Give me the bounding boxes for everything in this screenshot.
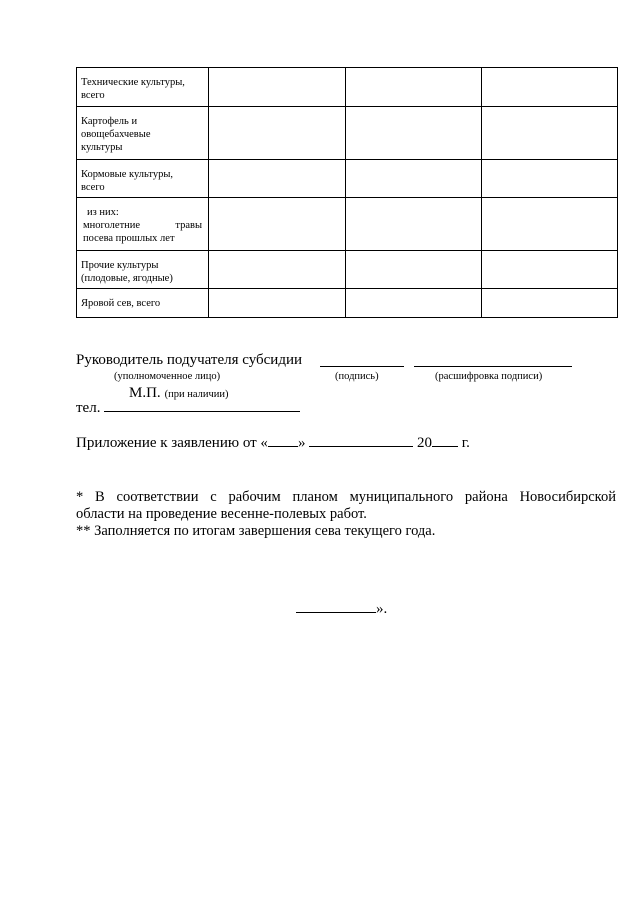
phone-line[interactable] xyxy=(104,411,300,412)
value-cell[interactable] xyxy=(482,289,618,318)
row-label-line: (плодовые, ягодные) xyxy=(81,273,173,284)
value-cell[interactable] xyxy=(209,251,346,289)
row-label xyxy=(77,251,209,289)
row-label xyxy=(77,198,209,251)
appendix-suffix: г. xyxy=(461,435,470,451)
row-label-line: Картофель и xyxy=(81,116,138,127)
row-label-line: многолетние травы xyxy=(83,220,202,231)
row-label xyxy=(77,160,209,198)
value-cell[interactable] xyxy=(209,160,346,198)
row-label xyxy=(77,107,209,160)
table-row xyxy=(77,289,618,318)
closing-suffix: ». xyxy=(376,601,388,617)
value-cell[interactable] xyxy=(346,289,482,318)
value-cell[interactable] xyxy=(346,160,482,198)
note-2: ** Заполняется по итогам завершения сева текущего года. xyxy=(76,523,436,539)
row-label-line: овощебахчевые xyxy=(81,129,151,140)
table-row xyxy=(77,251,618,289)
value-cell[interactable] xyxy=(482,160,618,198)
value-cell[interactable] xyxy=(482,198,618,251)
row-label-line: Кормовые культуры, xyxy=(81,169,174,180)
table-row xyxy=(77,107,618,160)
note-1-line-2: области на проведение весенне-полевых работ. xyxy=(76,506,367,522)
row-label-line: культуры xyxy=(81,142,123,153)
value-cell[interactable] xyxy=(482,107,618,160)
phone-label: тел. xyxy=(76,400,101,416)
value-cell[interactable] xyxy=(209,289,346,318)
year-line[interactable] xyxy=(432,446,458,447)
stamp-note: (при наличии) xyxy=(164,389,229,400)
row-label xyxy=(77,68,209,107)
row-label-line: всего xyxy=(81,182,105,193)
value-cell[interactable] xyxy=(346,198,482,251)
table-row xyxy=(77,160,618,198)
authorized-person-caption: (уполномоченное лицо) xyxy=(114,371,221,382)
note-1-line-1: * В соответствии с рабочим планом муниципального района Новосибирской xyxy=(76,489,616,505)
year-prefix: 20 xyxy=(416,435,432,451)
value-cell[interactable] xyxy=(346,68,482,107)
signature-line[interactable] xyxy=(320,366,404,367)
row-label xyxy=(77,289,209,318)
value-cell[interactable] xyxy=(346,107,482,160)
row-label-line: Яровой сев, всего xyxy=(81,298,161,309)
appendix-prefix: Приложение к заявлению от « xyxy=(76,435,268,451)
value-cell[interactable] xyxy=(209,68,346,107)
value-cell[interactable] xyxy=(482,68,618,107)
crops-table xyxy=(76,67,618,318)
signature-caption: (подпись) xyxy=(335,371,379,382)
day-line[interactable] xyxy=(268,446,298,447)
appendix-row xyxy=(76,435,470,452)
value-cell[interactable] xyxy=(209,198,346,251)
decoding-caption: (расшифровка подписи) xyxy=(435,371,543,382)
row-label-line: всего xyxy=(81,90,105,101)
phone-row xyxy=(76,400,300,417)
table-row xyxy=(77,198,618,251)
value-cell[interactable] xyxy=(209,107,346,160)
decoding-line[interactable] xyxy=(414,366,572,367)
appendix-middle: » xyxy=(297,435,306,451)
row-label-line: из них: xyxy=(87,207,119,218)
row-label-line: Технические культуры, xyxy=(81,77,185,88)
row-label-line: посева прошлых лет xyxy=(83,233,175,244)
row-label-line: Прочие культуры xyxy=(81,260,159,271)
head-label: Руководитель подучателя субсидии xyxy=(76,352,303,368)
closing-row xyxy=(296,601,387,618)
value-cell[interactable] xyxy=(346,251,482,289)
value-cell[interactable] xyxy=(482,251,618,289)
month-line[interactable] xyxy=(309,446,413,447)
closing-line[interactable] xyxy=(296,612,376,613)
table-row xyxy=(77,68,618,107)
stamp-label: М.П. xyxy=(129,385,161,401)
